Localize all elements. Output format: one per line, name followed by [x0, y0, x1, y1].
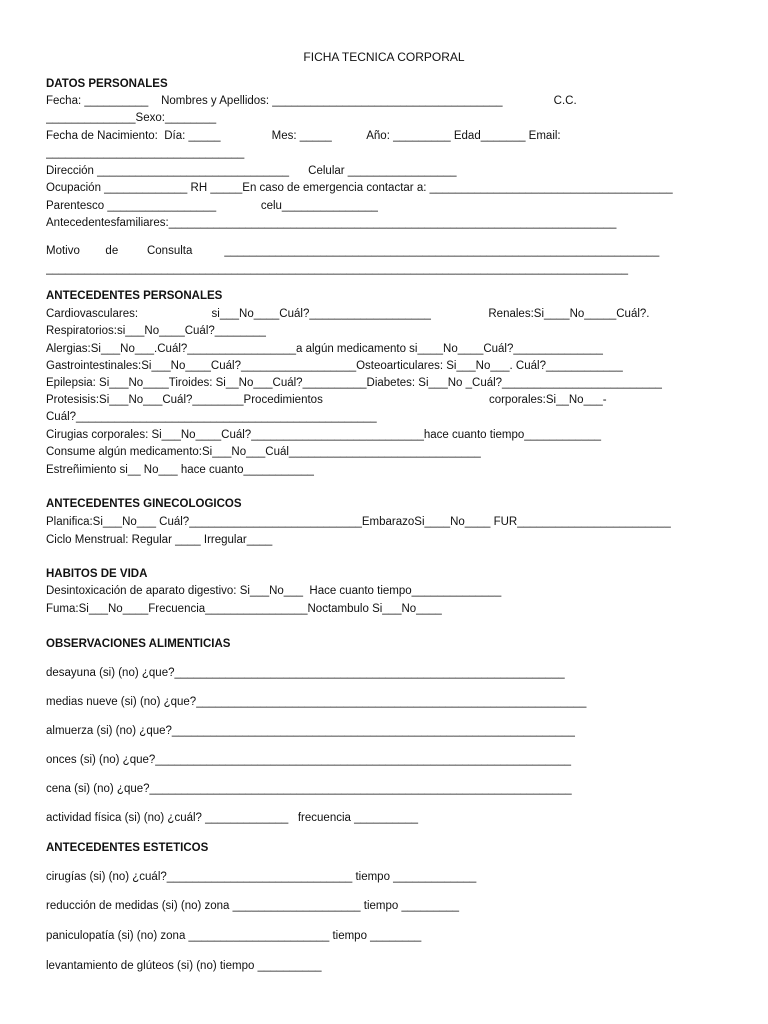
field-cirugias-esteticas[interactable]: cirugías (si) (no) ¿cuál?_____________________________ tiempo _____________ [46, 871, 477, 883]
field-reduccion-medidas[interactable]: reducción de medidas (si) (no) zona ____________________ tiempo _________ [46, 900, 460, 912]
field-alergias[interactable]: Alergias:Si___No___.Cuál?_________________a algún medicamento si____No____Cuál?______________ [46, 343, 603, 355]
section-heading-observaciones-alimenticias: OBSERVACIONES ALIMENTICIAS [46, 638, 231, 650]
field-desayuna[interactable]: desayuna (si) (no) ¿que?_____________________________________________________________ [46, 667, 565, 679]
section-heading-antecedentes-personales: ANTECEDENTES PERSONALES [46, 290, 223, 302]
field-actividad-fisica[interactable]: actividad física (si) (no) ¿cuál? _____________ frecuencia __________ [46, 812, 419, 824]
field-gastrointestinales[interactable]: Gastrointestinales:Si___No____Cuál?__________________Osteoarticulares: Si___No___. Cuál?____________ [46, 360, 623, 372]
field-direccion-celular[interactable]: Dirección ______________________________ Celular _________________ [46, 165, 457, 177]
field-motivo-consulta[interactable]: Motivo de Consulta ____________________________________________________________________ [46, 245, 660, 257]
field-cardiovasculares-renales[interactable]: Cardiovasculares: si___No____Cuál?___________________ Renales:Si____No_____Cuál?. [46, 308, 650, 320]
field-fecha-nombres-cc[interactable]: Fecha: __________ Nombres y Apellidos: ____________________________________ C.C. [46, 95, 577, 107]
section-heading-habitos-de-vida: HABITOS DE VIDA [46, 568, 148, 580]
field-sexo[interactable]: ______________Sexo:________ [46, 112, 217, 124]
field-ocupacion-rh-emergencia[interactable]: Ocupación _____________ RH _____En caso de emergencia contactar a: ______________________________________ [46, 182, 673, 194]
field-planifica-embarazo-fur[interactable]: Planifica:Si___No___ Cuál?___________________________EmbarazoSi____No____ FUR________________________ [46, 516, 671, 528]
field-protesis-procedimientos[interactable]: Protesisis:Si___No___Cuál?________Procedimientos corporales:Si__No___- [46, 394, 607, 406]
field-antecedentes-familiares[interactable]: Antecedentesfamiliares:______________________________________________________________________ [46, 217, 617, 229]
field-respiratorios[interactable]: Respiratorios:si___No____Cuál?________ [46, 325, 266, 337]
field-estrenimiento[interactable]: Estreñimiento si__ No___ hace cuanto___________ [46, 464, 314, 476]
field-almuerza[interactable]: almuerza (si) (no) ¿que?_______________________________________________________________ [46, 725, 575, 737]
field-cirugias-corporales[interactable]: Cirugias corporales: Si___No____Cuál?___________________________hace cuanto tiempo____________ [46, 429, 602, 441]
field-parentesco-celu[interactable]: Parentesco _________________ celu_______________ [46, 200, 378, 212]
field-email-line[interactable]: _______________________________ [46, 147, 245, 159]
field-cena[interactable]: cena (si) (no) ¿que?__________________________________________________________________ [46, 783, 572, 795]
field-fecha-nacimiento[interactable]: Fecha de Nacimiento: Día: _____ Mes: _____ Año: _________ Edad_______ Email: [46, 130, 561, 142]
field-motivo-consulta-cont[interactable]: ___________________________________________________________________________________________ [46, 263, 629, 275]
field-ciclo-menstrual[interactable]: Ciclo Menstrual: Regular ____ Irregular____ [46, 534, 273, 546]
field-paniculopatia[interactable]: paniculopatía (si) (no) zona ______________________ tiempo ________ [46, 930, 422, 942]
form-title: FICHA TECNICA CORPORAL [303, 50, 465, 64]
field-desintoxicacion[interactable]: Desintoxicación de aparato digestivo: Si___No___ Hace cuanto tiempo______________ [46, 585, 502, 597]
field-levantamiento-gluteos[interactable]: levantamiento de glúteos (si) (no) tiempo __________ [46, 960, 322, 972]
field-consume-medicamento[interactable]: Consume algún medicamento:Si___No___Cuál______________________________ [46, 446, 481, 458]
field-onces[interactable]: onces (si) (no) ¿que?_________________________________________________________________ [46, 754, 572, 766]
section-heading-datos-personales: DATOS PERSONALES [46, 78, 168, 90]
section-heading-antecedentes-esteticos: ANTECEDENTES ESTETICOS [46, 842, 209, 854]
field-epilepsia-tiroides-diabetes[interactable]: Epilepsia: Si___No____Tiroides: Si__No___Cuál?__________Diabetes: Si___No _Cuál?_________________________ [46, 377, 662, 389]
field-cual-cont[interactable]: Cuál?_______________________________________________ [46, 411, 377, 423]
field-fuma-noctambulo[interactable]: Fuma:Si___No____Frecuencia________________Noctambulo Si___No____ [46, 603, 442, 615]
field-medias-nueve[interactable]: medias nueve (si) (no) ¿que?_____________________________________________________________ [46, 696, 587, 708]
section-heading-antecedentes-ginecologicos: ANTECEDENTES GINECOLOGICOS [46, 498, 242, 510]
